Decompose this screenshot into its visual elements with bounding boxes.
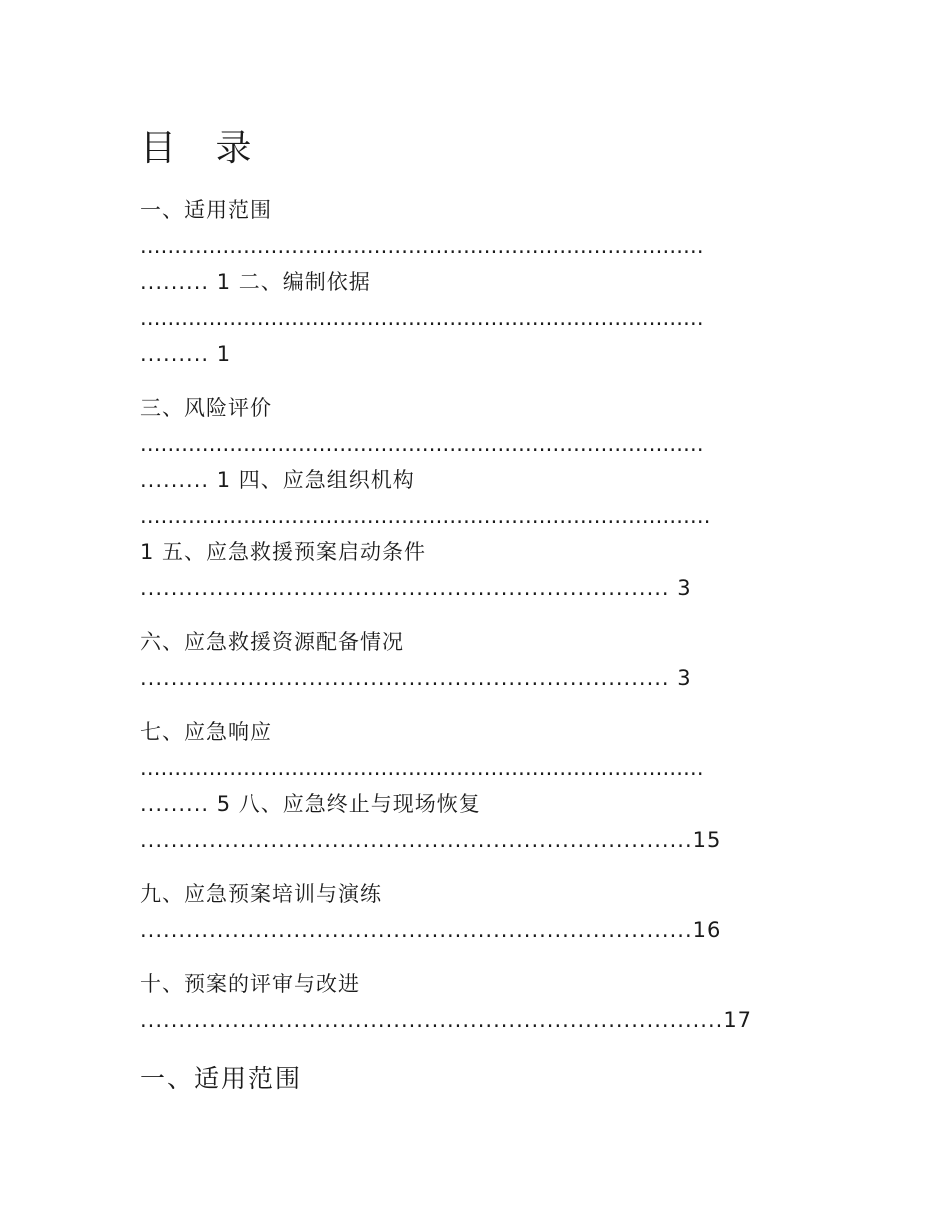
toc-line-17: ........................................................................15 — [140, 828, 722, 852]
toc-title: 目 录 — [140, 128, 266, 169]
toc-line-3: ......... 1 二、编制依据 — [140, 270, 371, 294]
toc-line-19: ........................................................................16 — [140, 918, 722, 942]
toc-line-21: ............................................................................17 — [140, 1008, 753, 1032]
toc-line-12: 六、应急救援资源配备情况 — [140, 630, 404, 654]
toc-line-20: 十、预案的评审与改进 — [140, 972, 360, 996]
toc-line-16: ......... 5 八、应急终止与现场恢复 — [140, 792, 481, 816]
toc-line-13: ..................................................................... 3 — [140, 666, 692, 690]
toc-line-15: .................................................................................. — [140, 756, 704, 780]
toc-line-7: .................................................................................. — [140, 432, 704, 456]
toc-line-5: ......... 1 — [140, 342, 232, 366]
toc-line-1: 一、适用范围 — [140, 198, 272, 222]
toc-line-2: .................................................................................. — [140, 234, 704, 258]
section-heading: 一、适用范围 — [140, 1064, 303, 1093]
toc-line-18: 九、应急预案培训与演练 — [140, 882, 382, 906]
toc-line-14: 七、应急响应 — [140, 720, 272, 744]
toc-line-4: .................................................................................. — [140, 306, 704, 330]
toc-line-6: 三、风险评价 — [140, 396, 272, 420]
toc-line-11: ..................................................................... 3 — [140, 576, 692, 600]
toc-line-8: ......... 1 四、应急组织机构 — [140, 468, 415, 492]
toc-line-9: ................................................................................... — [140, 504, 711, 528]
toc-line-10: 1 五、应急救援预案启动条件 — [140, 540, 427, 564]
